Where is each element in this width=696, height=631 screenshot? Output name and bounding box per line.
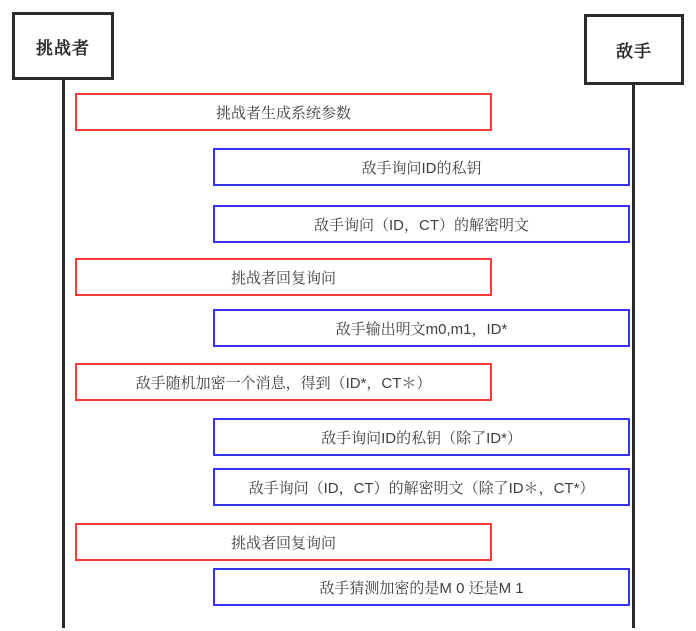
adversary-lifeline	[632, 83, 635, 628]
actor-adversary-box	[584, 14, 684, 85]
step-6-random-encrypt-challenge: 敌手随机加密一个消息，得到（ID*，CT＊）	[75, 363, 492, 401]
actor-challenger-label: 挑战者	[36, 38, 90, 58]
actor-challenger-box	[12, 12, 114, 80]
step-9-challenger-reply: 挑战者回复询问	[75, 523, 492, 561]
step-3-adversary-decrypt-query: 敌手询问（ID，CT）的解密明文	[213, 205, 630, 243]
step-1-challenger-setup: 挑战者生成系统参数	[75, 93, 492, 131]
step-8-adversary-decrypt-query-restricted: 敌手询问（ID，CT）的解密明文（除了ID＊，CT*）	[213, 468, 630, 506]
step-2-adversary-key-query: 敌手询问ID的私钥	[213, 148, 630, 186]
step-5-adversary-output-plaintexts: 敌手输出明文m0,m1，ID*	[213, 309, 630, 347]
step-10-adversary-guess: 敌手猜测加密的是M 0 还是M 1	[213, 568, 630, 606]
actor-adversary-label: 敌手	[616, 42, 652, 61]
step-7-adversary-key-query-restricted: 敌手询问ID的私钥（除了ID*）	[213, 418, 630, 456]
step-4-challenger-reply: 挑战者回复询问	[75, 258, 492, 296]
challenger-lifeline	[62, 78, 65, 628]
